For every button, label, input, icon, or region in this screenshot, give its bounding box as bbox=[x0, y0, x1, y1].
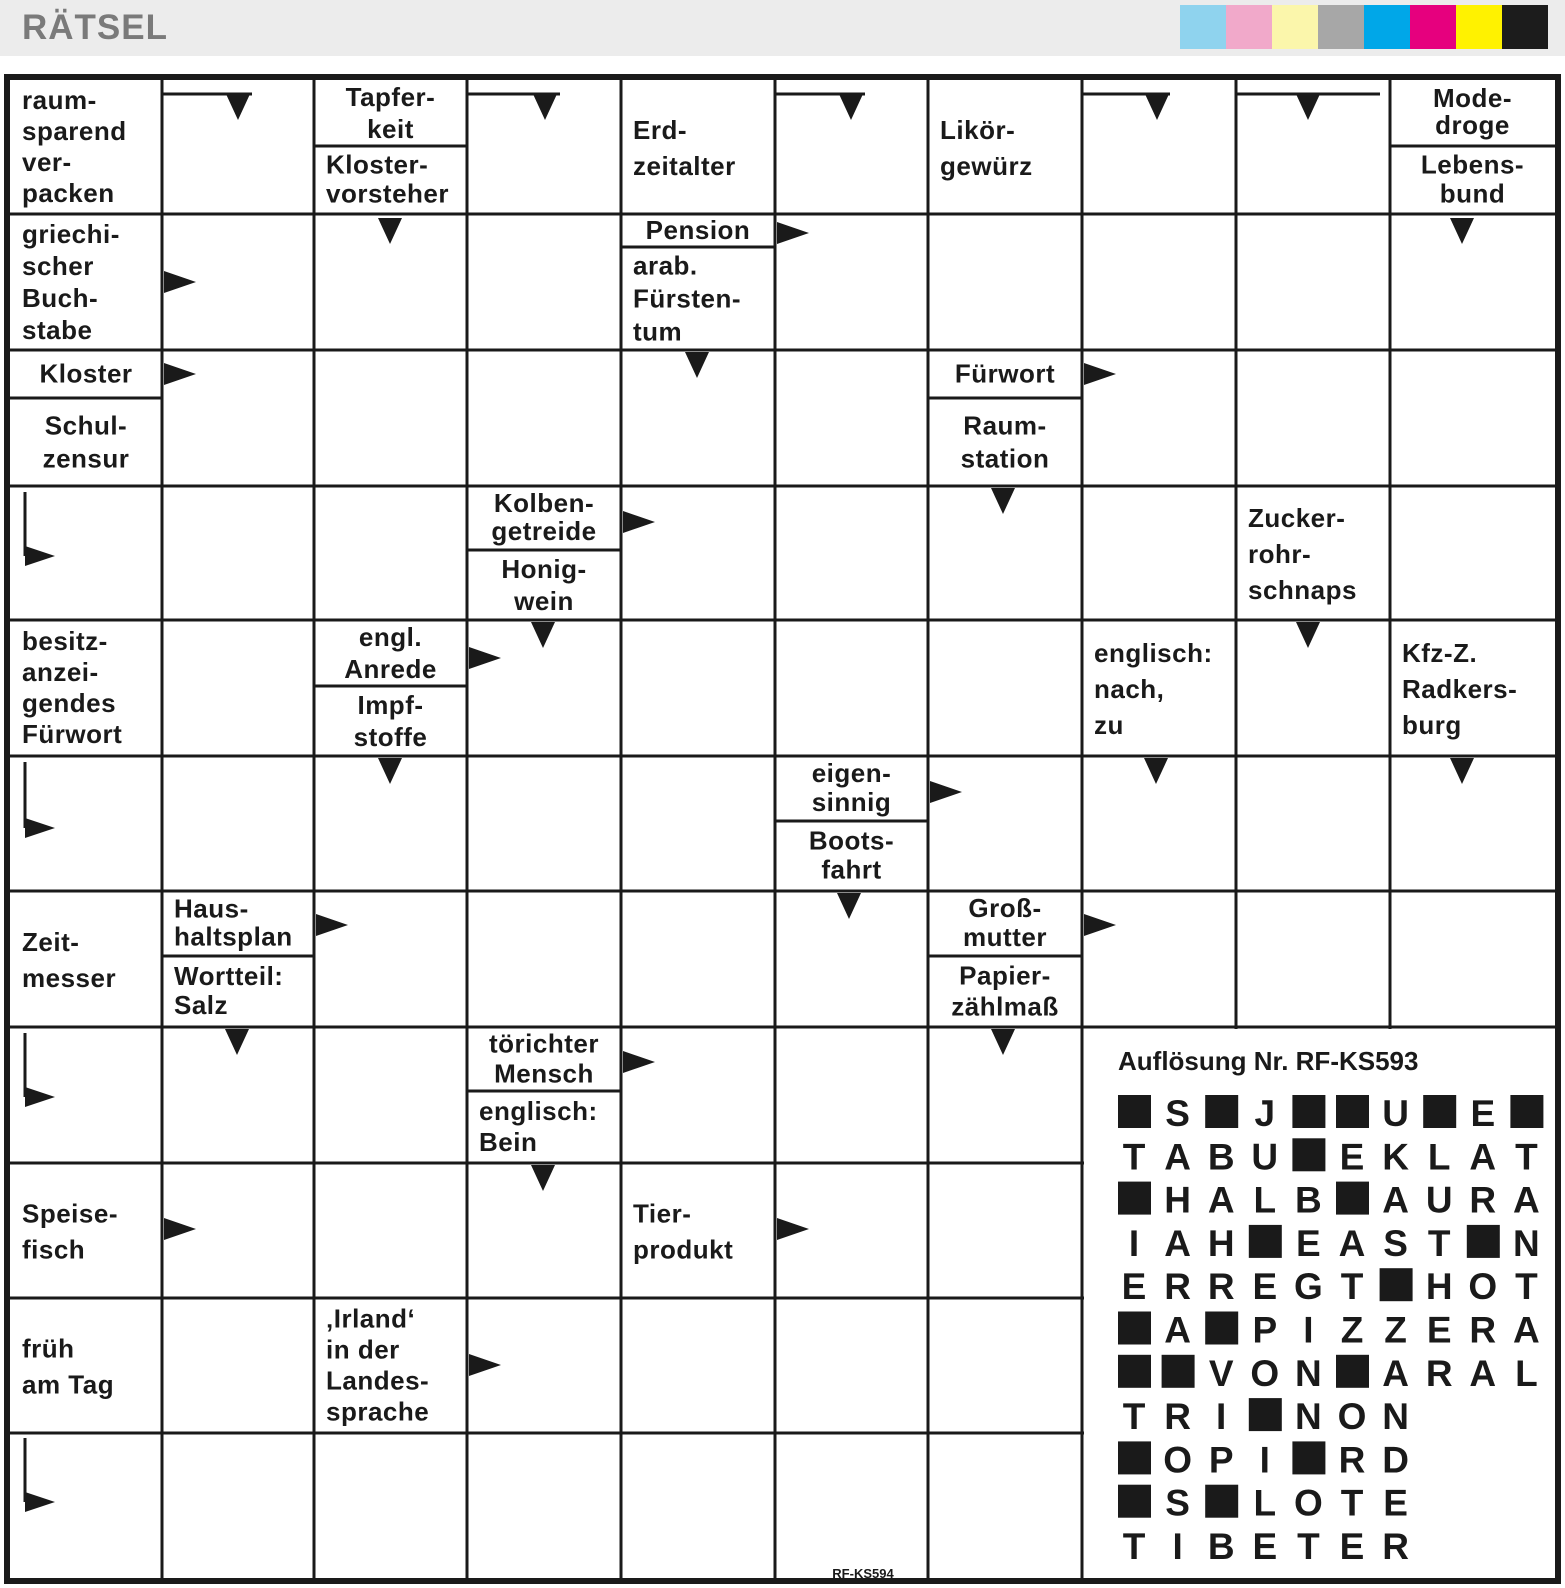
solution-letter: A bbox=[1207, 1179, 1235, 1221]
solution-letter: E bbox=[1383, 1482, 1408, 1524]
clue-line: gendes bbox=[22, 688, 117, 719]
clue-line: englisch: bbox=[1094, 638, 1213, 669]
solution-letter: B bbox=[1207, 1526, 1235, 1567]
clue-line: Groß- bbox=[968, 893, 1042, 924]
answer-cell[interactable] bbox=[164, 758, 312, 889]
clue-text bbox=[646, 215, 751, 245]
clue-line: griechi- bbox=[22, 218, 120, 249]
solution-letter: O bbox=[1337, 1396, 1367, 1438]
clue-line: Kloster- bbox=[326, 149, 429, 180]
clue-line: zu bbox=[1094, 710, 1124, 741]
solution-block bbox=[1292, 1095, 1325, 1128]
solution-letter: E bbox=[1296, 1222, 1321, 1264]
answer-cell[interactable] bbox=[930, 1165, 1080, 1296]
clue-line: bund bbox=[1439, 178, 1506, 209]
clue-line: Lebens- bbox=[1420, 149, 1525, 180]
solution-letter: R bbox=[1382, 1526, 1409, 1567]
clue-line: Tier- bbox=[633, 1198, 692, 1229]
clue-line: tum bbox=[633, 316, 683, 347]
clue-line: rohr- bbox=[1248, 539, 1312, 570]
solution-letter: B bbox=[1207, 1136, 1235, 1178]
clue-line: Speise- bbox=[22, 1198, 118, 1229]
clue-text bbox=[39, 358, 132, 388]
solution-letter: S bbox=[1165, 1482, 1190, 1524]
clue-line: eigen- bbox=[811, 758, 892, 789]
solution-letter: T bbox=[1122, 1526, 1146, 1567]
clue-line: sinnig bbox=[811, 787, 892, 818]
clue-line: Zucker- bbox=[1248, 503, 1346, 534]
solution-block bbox=[1118, 1182, 1151, 1215]
solution-letter: E bbox=[1339, 1526, 1365, 1567]
solution-letter: O bbox=[1294, 1482, 1323, 1524]
solution-letter: R bbox=[1338, 1439, 1366, 1481]
solution-letter: A bbox=[1338, 1222, 1366, 1264]
clue-text bbox=[326, 1304, 429, 1427]
clue-line: Kfz-Z. bbox=[1402, 638, 1478, 669]
answer-cell[interactable] bbox=[164, 622, 312, 754]
answer-cell[interactable] bbox=[469, 216, 619, 348]
solution-block bbox=[1118, 1485, 1151, 1518]
solution-block bbox=[1118, 1312, 1151, 1345]
clue-text bbox=[812, 758, 892, 817]
solution-letter: R bbox=[1469, 1179, 1497, 1221]
clue-line: Papier- bbox=[959, 960, 1051, 991]
clue-line: Boots- bbox=[808, 825, 895, 856]
answer-cell[interactable] bbox=[316, 893, 465, 1025]
solution-letter: H bbox=[1207, 1222, 1235, 1264]
clue-line: am Tag bbox=[22, 1369, 115, 1400]
solution-block bbox=[1380, 1268, 1413, 1301]
solution-letter: T bbox=[1122, 1396, 1146, 1438]
solution-letter: L bbox=[1515, 1352, 1538, 1394]
clue-text bbox=[963, 893, 1047, 952]
solution-block bbox=[1336, 1182, 1369, 1215]
solution-letter: K bbox=[1382, 1136, 1409, 1178]
solution-letter: A bbox=[1164, 1222, 1191, 1264]
solution-letter: U bbox=[1382, 1093, 1409, 1134]
solution-letter: A bbox=[1513, 1309, 1540, 1351]
answer-cell[interactable] bbox=[164, 1300, 312, 1431]
answer-cell[interactable] bbox=[1238, 622, 1388, 754]
solution-letter: L bbox=[1253, 1482, 1277, 1524]
answer-cell[interactable] bbox=[316, 488, 465, 618]
clue-text bbox=[491, 488, 596, 546]
answer-cell[interactable] bbox=[623, 1029, 773, 1161]
clue-line: Anrede bbox=[344, 653, 437, 684]
solution-letter: E bbox=[1470, 1093, 1496, 1134]
clue-line: sparend bbox=[22, 116, 127, 147]
solution-letter: R bbox=[1425, 1352, 1453, 1394]
solution-letter: L bbox=[1427, 1136, 1451, 1178]
solution-letter: D bbox=[1382, 1439, 1409, 1481]
solution-block bbox=[1249, 1225, 1282, 1258]
solution-block bbox=[1292, 1138, 1325, 1171]
clue-line: Wortteil: bbox=[174, 961, 284, 992]
clue-line: station bbox=[960, 443, 1050, 474]
clue-line: Raum- bbox=[963, 410, 1047, 441]
solution-letter: U bbox=[1425, 1179, 1453, 1221]
answer-cell[interactable] bbox=[777, 622, 926, 754]
clue-line: anzei- bbox=[22, 657, 99, 688]
answer-cell[interactable] bbox=[316, 1165, 465, 1296]
answer-cell[interactable] bbox=[1084, 893, 1234, 1025]
answer-cell[interactable] bbox=[164, 1435, 312, 1576]
clue-line: Kolben- bbox=[493, 487, 595, 518]
clue-line: gewürz bbox=[940, 151, 1033, 182]
solution-letter: I bbox=[1216, 1396, 1227, 1438]
solution-letter: E bbox=[1426, 1309, 1452, 1351]
answer-cell[interactable] bbox=[930, 1300, 1080, 1431]
solution-letter: N bbox=[1295, 1352, 1322, 1394]
clue-text bbox=[951, 961, 1059, 1022]
clue-line: Kloster bbox=[39, 358, 133, 389]
clue-line: Radkers- bbox=[1402, 674, 1518, 705]
solution-letter: H bbox=[1164, 1179, 1191, 1221]
clue-line: wein bbox=[514, 585, 574, 616]
solution-letter: R bbox=[1164, 1266, 1191, 1308]
solution-letter: A bbox=[1382, 1352, 1409, 1394]
clue-line: Zeit- bbox=[22, 927, 80, 958]
puzzle-code: RF-KS594 bbox=[832, 1566, 894, 1581]
clue-cell bbox=[930, 82, 1080, 212]
clue-line: Fürwort bbox=[954, 358, 1056, 389]
clue-text bbox=[1433, 83, 1512, 140]
page-title: RÄTSEL bbox=[22, 8, 168, 47]
solution-letter: T bbox=[1340, 1266, 1364, 1308]
answer-cell[interactable] bbox=[1392, 216, 1553, 348]
answer-cell[interactable] bbox=[1392, 893, 1553, 1025]
answer-cell[interactable] bbox=[1392, 758, 1553, 889]
solution-letter: T bbox=[1515, 1136, 1538, 1178]
clue-cell bbox=[12, 893, 160, 1025]
solution-letter: E bbox=[1252, 1266, 1278, 1308]
answer-cell[interactable] bbox=[316, 352, 465, 484]
clue-line: Buch- bbox=[22, 282, 99, 313]
solution-letter: N bbox=[1382, 1396, 1409, 1438]
clue-line: englisch: bbox=[479, 1096, 598, 1127]
solution-block bbox=[1249, 1398, 1282, 1431]
answer-cell[interactable] bbox=[930, 216, 1080, 348]
solution-letter: Z bbox=[1384, 1309, 1407, 1351]
answer-cell[interactable] bbox=[469, 1435, 619, 1576]
clue-line: Salz bbox=[174, 990, 229, 1021]
solution-letter: R bbox=[1207, 1266, 1235, 1308]
solution-block bbox=[1336, 1355, 1369, 1388]
solution-block bbox=[1118, 1355, 1151, 1388]
clue-line: zeitalter bbox=[633, 151, 736, 182]
clue-line: Bein bbox=[479, 1127, 538, 1158]
clue-line: Erd- bbox=[633, 115, 687, 146]
clue-line: stoffe bbox=[353, 721, 428, 752]
solution-letter: T bbox=[1297, 1526, 1320, 1567]
clue-line: zensur bbox=[42, 443, 130, 474]
solution-letter: N bbox=[1513, 1222, 1540, 1264]
solution-letter: E bbox=[1121, 1266, 1147, 1308]
clue-line: früh bbox=[22, 1333, 75, 1364]
solution-letter: A bbox=[1164, 1136, 1191, 1178]
clue-line: Pension bbox=[645, 214, 751, 245]
clue-text bbox=[22, 626, 122, 749]
clue-line: Haus- bbox=[174, 893, 249, 924]
solution-letter: R bbox=[1164, 1396, 1191, 1438]
answer-cell[interactable] bbox=[469, 758, 619, 889]
solution-letter: O bbox=[1468, 1266, 1498, 1308]
solution-letter: P bbox=[1208, 1439, 1234, 1481]
clue-line: Fürsten- bbox=[633, 283, 741, 314]
answer-cell[interactable] bbox=[316, 1029, 465, 1161]
answer-cell[interactable] bbox=[1392, 352, 1553, 484]
solution-letter: N bbox=[1295, 1396, 1322, 1438]
clue-line: Honig- bbox=[501, 553, 587, 584]
clue-line: arab. bbox=[633, 250, 698, 281]
solution-letter: U bbox=[1251, 1136, 1279, 1178]
answer-cell[interactable] bbox=[316, 1435, 465, 1576]
solution-letter: L bbox=[1253, 1179, 1277, 1221]
clue-line: engl. bbox=[358, 621, 423, 652]
solution-letter: O bbox=[1250, 1352, 1280, 1394]
clue-line: törichter bbox=[489, 1028, 599, 1059]
solution-letter: V bbox=[1208, 1352, 1234, 1394]
clue-line: Tapfer- bbox=[345, 81, 436, 112]
answer-cell[interactable] bbox=[1084, 488, 1234, 618]
solution-block bbox=[1467, 1225, 1500, 1258]
answer-cell[interactable] bbox=[623, 622, 773, 754]
solution-letter: I bbox=[1303, 1309, 1314, 1351]
clue-line: messer bbox=[22, 963, 117, 994]
solution-letter: A bbox=[1469, 1352, 1497, 1394]
solution-letter: J bbox=[1254, 1093, 1276, 1134]
answer-cell[interactable] bbox=[777, 352, 926, 484]
clue-line: getreide bbox=[491, 515, 597, 546]
answer-cell[interactable] bbox=[623, 488, 773, 618]
solution-letter: H bbox=[1425, 1266, 1453, 1308]
answer-cell[interactable] bbox=[777, 488, 926, 618]
clue-line: Likör- bbox=[940, 115, 1016, 146]
clue-text bbox=[809, 826, 894, 885]
clue-line: stabe bbox=[22, 314, 93, 345]
solution-block bbox=[1205, 1312, 1238, 1345]
solution-letter: A bbox=[1513, 1179, 1540, 1221]
solution-letter: I bbox=[1259, 1439, 1270, 1481]
solution-letter: T bbox=[1427, 1222, 1451, 1264]
answer-cell[interactable] bbox=[469, 352, 619, 484]
clue-line: packen bbox=[22, 178, 115, 209]
clue-line: scher bbox=[22, 250, 94, 281]
clue-line: fahrt bbox=[821, 854, 882, 885]
clue-line: produkt bbox=[633, 1234, 734, 1265]
solution-letter: I bbox=[1172, 1526, 1183, 1567]
clue-line: in der bbox=[326, 1334, 400, 1365]
clue-line: keit bbox=[367, 113, 414, 144]
clue-line: fisch bbox=[22, 1234, 86, 1265]
clue-line: raum- bbox=[22, 85, 97, 116]
clue-line: ver- bbox=[22, 147, 72, 178]
answer-cell[interactable] bbox=[777, 1029, 926, 1161]
answer-cell[interactable] bbox=[1392, 488, 1553, 618]
clue-line: vorsteher bbox=[326, 178, 449, 209]
answer-cell[interactable] bbox=[930, 758, 1080, 889]
answer-cell[interactable] bbox=[623, 1435, 773, 1576]
clue-line: besitz- bbox=[22, 626, 108, 657]
clue-line: Fürwort bbox=[22, 719, 123, 750]
solution-letter: T bbox=[1515, 1266, 1538, 1308]
solution-block bbox=[1336, 1095, 1369, 1128]
solution-block bbox=[1510, 1095, 1543, 1128]
solution-letter: A bbox=[1164, 1309, 1191, 1351]
clue-line: Landes- bbox=[326, 1365, 430, 1396]
solution-letter: Z bbox=[1340, 1309, 1364, 1351]
clue-cell bbox=[12, 1300, 160, 1431]
solution-block bbox=[1205, 1485, 1238, 1518]
answer-cell[interactable] bbox=[623, 1300, 773, 1431]
clue-cell bbox=[12, 1165, 160, 1296]
solution-letter: A bbox=[1382, 1179, 1409, 1221]
solution-letter: I bbox=[1128, 1222, 1140, 1264]
answer-cell[interactable] bbox=[1238, 352, 1388, 484]
answer-cell[interactable] bbox=[930, 622, 1080, 754]
clue-line: Impf- bbox=[357, 689, 424, 720]
answer-cell[interactable] bbox=[623, 893, 773, 1025]
clue-line: zählmaß bbox=[951, 991, 1059, 1022]
solution-block bbox=[1292, 1441, 1325, 1474]
solution-letter: E bbox=[1339, 1136, 1365, 1178]
clue-line: Mode- bbox=[1432, 83, 1513, 114]
clue-line: droge bbox=[1435, 110, 1510, 141]
answer-cell[interactable] bbox=[469, 893, 619, 1025]
clue-text bbox=[489, 1028, 599, 1088]
solution-letter: R bbox=[1469, 1309, 1497, 1351]
clue-line: burg bbox=[1402, 710, 1462, 741]
clue-line: Schul- bbox=[44, 410, 128, 441]
solution-heading: Auflösung Nr. RF-KS593 bbox=[1118, 1046, 1419, 1076]
answer-cell[interactable] bbox=[1238, 893, 1388, 1025]
solution-block bbox=[1118, 1441, 1151, 1474]
clue-line: haltsplan bbox=[174, 921, 293, 952]
answer-cell[interactable] bbox=[1084, 758, 1234, 889]
solution-letter: O bbox=[1163, 1439, 1192, 1481]
solution-block bbox=[1423, 1095, 1456, 1128]
answer-cell[interactable] bbox=[930, 1435, 1080, 1576]
clue-cell bbox=[623, 82, 773, 212]
solution-letter: T bbox=[1122, 1136, 1146, 1178]
answer-cell[interactable] bbox=[777, 1435, 926, 1576]
clue-text bbox=[955, 358, 1055, 388]
clue-line: Mensch bbox=[494, 1058, 594, 1089]
clue-cell bbox=[623, 1165, 773, 1296]
solution-letter: A bbox=[1469, 1136, 1497, 1178]
answer-cell[interactable] bbox=[1084, 216, 1234, 348]
solution-letter: B bbox=[1295, 1179, 1322, 1221]
solution-letter: P bbox=[1252, 1309, 1278, 1351]
clue-line: schnaps bbox=[1248, 575, 1357, 606]
answer-cell[interactable] bbox=[1238, 758, 1388, 889]
solution-letter: G bbox=[1294, 1266, 1323, 1308]
clue-line: mutter bbox=[963, 922, 1047, 953]
answer-cell[interactable] bbox=[164, 488, 312, 618]
clue-line: nach, bbox=[1094, 674, 1165, 705]
clue-line: sprache bbox=[326, 1396, 430, 1427]
solution-letter: S bbox=[1165, 1093, 1190, 1134]
solution-letter: E bbox=[1252, 1526, 1278, 1567]
answer-cell[interactable] bbox=[777, 1300, 926, 1431]
answer-cell[interactable] bbox=[1238, 216, 1388, 348]
answer-cell[interactable] bbox=[623, 758, 773, 889]
clue-line: ‚Irland‘ bbox=[326, 1303, 416, 1334]
solution-block bbox=[1162, 1355, 1195, 1388]
solution-block bbox=[1118, 1095, 1151, 1128]
solution-letter: T bbox=[1340, 1482, 1364, 1524]
solution-block bbox=[1205, 1095, 1238, 1128]
solution-letter: S bbox=[1383, 1222, 1408, 1264]
